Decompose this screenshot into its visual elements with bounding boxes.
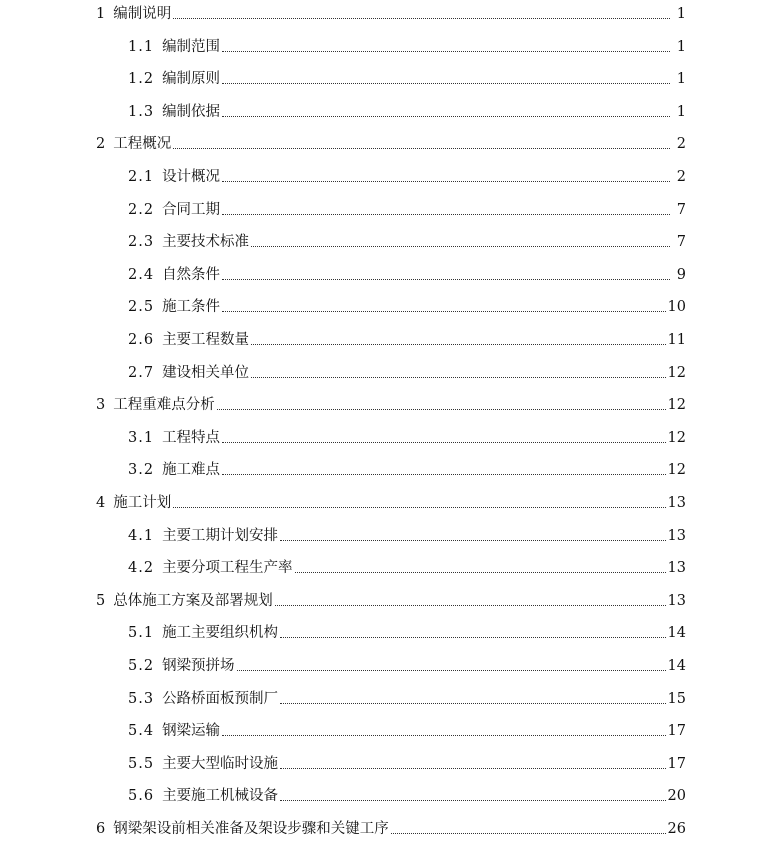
toc-entry-title: 钢梁运输 <box>162 723 221 740</box>
dot-leader <box>173 18 670 19</box>
toc-section-entry[interactable] <box>128 102 686 122</box>
toc-entry-number: 5.4 <box>128 723 155 740</box>
dot-leader <box>251 377 665 378</box>
toc-entry-number: 1.2 <box>128 71 155 88</box>
toc-entry-title: 主要大型临时设施 <box>162 755 279 772</box>
toc-entry-title: 建设相关单位 <box>162 364 250 381</box>
dot-leader <box>222 474 665 475</box>
dot-leader <box>280 768 665 769</box>
toc-entry-number: 4 <box>96 495 106 511</box>
dot-leader <box>222 83 670 84</box>
toc-entry-title: 施工计划 <box>113 495 172 511</box>
toc-chapter-entry[interactable] <box>96 395 686 415</box>
toc-entry-page-number: 2 <box>676 136 686 153</box>
toc-section-entry[interactable] <box>128 37 686 57</box>
dot-leader <box>173 507 665 508</box>
dot-leader <box>222 51 670 52</box>
toc-entry-page-number: 17 <box>667 723 686 740</box>
toc-section-entry[interactable] <box>128 656 686 676</box>
toc-entry-page-number: 12 <box>667 397 686 414</box>
dot-leader <box>237 670 666 671</box>
toc-entry-number: 1 <box>96 6 106 22</box>
toc-entry-page-number: 13 <box>667 560 686 577</box>
toc-entry-number: 5.2 <box>128 658 155 674</box>
toc-entry-title: 施工难点 <box>162 462 221 479</box>
toc-entry-number: 3.1 <box>128 429 155 446</box>
toc-entry-title: 主要分项工程生产率 <box>162 560 293 577</box>
toc-entry-page-number: 26 <box>667 821 686 837</box>
toc-entry-page-number: 12 <box>667 364 686 381</box>
toc-section-entry[interactable] <box>128 297 686 317</box>
toc-entry-page-number: 15 <box>667 690 686 707</box>
toc-entry-number: 2.5 <box>128 299 155 316</box>
toc-entry-page-number: 1 <box>676 103 686 120</box>
toc-entry-number: 6 <box>96 821 106 837</box>
toc-entry-number: 2 <box>96 136 106 153</box>
toc-entry-page-number: 9 <box>676 266 686 283</box>
toc-section-entry[interactable] <box>128 721 686 741</box>
toc-entry-page-number: 20 <box>667 788 686 805</box>
dot-leader <box>280 800 665 801</box>
toc-entry-page-number: 2 <box>676 169 686 185</box>
toc-entry-page-number: 17 <box>667 755 686 772</box>
toc-section-entry[interactable] <box>128 330 686 350</box>
toc-section-entry[interactable] <box>128 265 686 285</box>
toc-entry-page-number: 13 <box>667 495 686 511</box>
toc-entry-title: 主要施工机械设备 <box>162 788 279 805</box>
toc-section-entry[interactable] <box>128 428 686 448</box>
toc-entry-title: 自然条件 <box>162 266 221 283</box>
toc-entry-number: 4.2 <box>128 560 155 577</box>
dot-leader <box>222 181 670 182</box>
toc-entry-number: 2.2 <box>128 201 155 218</box>
toc-entry-number: 2.7 <box>128 364 155 381</box>
dot-leader <box>280 637 665 638</box>
toc-entry-title: 钢梁架设前相关准备及架设步骤和关键工序 <box>113 821 389 837</box>
toc-entry-title: 公路桥面板预制厂 <box>162 690 279 707</box>
dot-leader <box>295 572 666 573</box>
dot-leader <box>173 148 670 149</box>
toc-entry-page-number: 11 <box>667 332 686 348</box>
dot-leader <box>251 344 665 345</box>
toc-entry-page-number: 10 <box>667 299 686 316</box>
toc-section-entry[interactable] <box>128 460 686 480</box>
toc-entry-title: 总体施工方案及部署规划 <box>113 592 273 609</box>
toc-section-entry[interactable] <box>128 363 686 383</box>
toc-entry-page-number: 14 <box>667 658 686 674</box>
toc-entry-number: 5.1 <box>128 625 155 642</box>
toc-entry-title: 编制范围 <box>162 38 221 55</box>
dot-leader <box>222 311 665 312</box>
dot-leader <box>222 214 670 215</box>
dot-leader <box>391 833 666 834</box>
toc-section-entry[interactable] <box>128 200 686 220</box>
toc-entry-title: 合同工期 <box>162 201 221 218</box>
toc-entry-page-number: 1 <box>676 38 686 55</box>
toc-section-entry[interactable] <box>128 754 686 774</box>
toc-entry-number: 2.6 <box>128 332 155 348</box>
toc-entry-number: 5 <box>96 592 106 609</box>
toc-entry-title: 编制依据 <box>162 103 221 120</box>
toc-chapter-entry[interactable] <box>96 493 686 513</box>
toc-entry-page-number: 7 <box>676 201 686 218</box>
toc-chapter-entry[interactable] <box>96 591 686 611</box>
toc-entry-title: 主要工程数量 <box>162 332 250 348</box>
toc-entry-title: 编制原则 <box>162 71 221 88</box>
dot-leader <box>280 540 665 541</box>
toc-entry-number: 2.4 <box>128 266 155 283</box>
toc-entry-title: 钢梁预拼场 <box>162 658 235 674</box>
toc-entry-number: 3 <box>96 397 106 414</box>
dot-leader <box>222 735 665 736</box>
toc-entry-number: 4.1 <box>128 527 155 544</box>
toc-entry-page-number: 12 <box>667 462 686 479</box>
toc-section-entry[interactable] <box>128 526 686 546</box>
toc-section-entry[interactable] <box>128 623 686 643</box>
dot-leader <box>217 409 666 410</box>
toc-section-entry[interactable] <box>128 689 686 709</box>
toc-entry-number: 5.3 <box>128 690 155 707</box>
toc-entry-number: 2.1 <box>128 169 155 185</box>
toc-chapter-entry[interactable] <box>96 819 686 839</box>
toc-section-entry[interactable] <box>128 558 686 578</box>
toc-entry-number: 1.1 <box>128 38 155 55</box>
toc-entry-page-number: 7 <box>676 234 686 251</box>
toc-entry-title: 工程概况 <box>113 136 172 153</box>
toc-entry-title: 施工条件 <box>162 299 221 316</box>
toc-entry-title: 工程特点 <box>162 429 221 446</box>
toc-section-entry[interactable] <box>128 786 686 806</box>
toc-entry-number: 3.2 <box>128 462 155 479</box>
toc-entry-page-number: 12 <box>667 429 686 446</box>
dot-leader <box>251 246 670 247</box>
toc-entry-title: 设计概况 <box>162 169 221 185</box>
toc-entry-page-number: 1 <box>676 71 686 88</box>
toc-section-entry[interactable] <box>128 69 686 89</box>
toc-entry-page-number: 13 <box>667 527 686 544</box>
toc-entry-page-number: 14 <box>667 625 686 642</box>
toc-entry-page-number: 1 <box>676 6 686 22</box>
toc-entry-page-number: 13 <box>667 592 686 609</box>
toc-section-entry[interactable] <box>128 167 686 187</box>
toc-entry-title: 主要工期计划安排 <box>162 527 279 544</box>
dot-leader <box>222 442 665 443</box>
toc-entry-number: 5.5 <box>128 755 155 772</box>
toc-entry-title: 编制说明 <box>113 6 172 22</box>
toc-entry-number: 1.3 <box>128 103 155 120</box>
toc-entry-title: 施工主要组织机构 <box>162 625 279 642</box>
toc-entry-number: 5.6 <box>128 788 155 805</box>
toc-section-entry[interactable] <box>128 232 686 252</box>
toc-entry-number: 2.3 <box>128 234 155 251</box>
toc-entry-title: 主要技术标准 <box>162 234 250 251</box>
toc-chapter-entry[interactable] <box>96 134 686 154</box>
toc-entry-title: 工程重难点分析 <box>113 397 215 414</box>
dot-leader <box>222 279 670 280</box>
dot-leader <box>222 116 670 117</box>
toc-chapter-entry[interactable] <box>96 4 686 24</box>
dot-leader <box>280 703 665 704</box>
dot-leader <box>275 605 666 606</box>
